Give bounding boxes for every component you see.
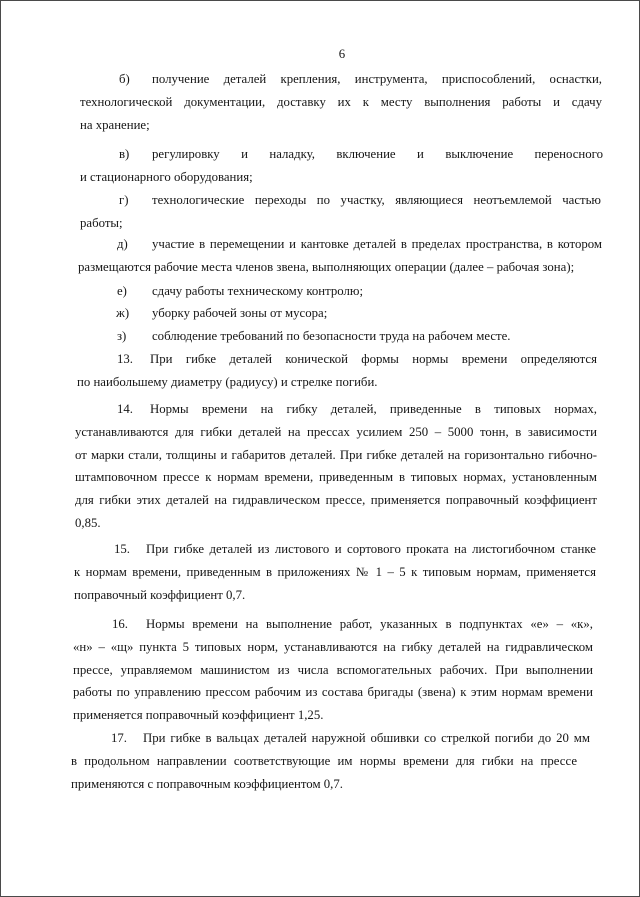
first-line: [80, 143, 603, 166]
text-line: на хранение;: [80, 117, 150, 132]
subitem-d: [78, 233, 602, 279]
text-line: Нормы времени на выполнение работ, указанных в подпунктах «е» – «к»,: [146, 617, 593, 631]
item-marker: е): [117, 284, 127, 298]
text-line: поправочный коэффициент 0,7.: [74, 587, 246, 602]
text-line: уборку рабочей зоны от мусора;: [152, 306, 328, 320]
clause-16: [73, 613, 593, 727]
text-line: При гибке в вальцах деталей наружной обшивки со стрелкой погиби до 20 мм: [143, 731, 590, 745]
text-line: прессе, управляемом машинистом из числа вспомогательных рабочих. При выполнении: [73, 662, 593, 677]
page-number: 6: [338, 47, 346, 61]
clause-number: 17.: [111, 731, 127, 745]
text-line: 0,85.: [75, 515, 101, 530]
text-line: регулировку и наладку, включение и выключение переносного: [152, 147, 603, 161]
first-line: [80, 68, 602, 91]
subitem-b: [80, 68, 602, 136]
text-line: штамповочном прессе к нормам времени, приведенным в типовых нормах, установленным: [75, 470, 597, 485]
text-line: Нормы времени на гибку деталей, приведенные в типовых нормах,: [150, 402, 597, 416]
item-marker: ж): [116, 306, 130, 320]
text-line: от марки стали, толщины и габаритов деталей. При гибке деталей на горизонтально гибочно-: [75, 447, 597, 462]
first-line: [78, 302, 602, 325]
text-line: участие в перемещении и кантовке деталей в пределах пространства, в котором: [152, 237, 602, 251]
first-line: [78, 325, 602, 348]
text-line: соблюдение требований по безопасности труда на рабочем месте.: [152, 329, 511, 343]
item-marker: з): [117, 329, 127, 343]
subitem-g: [80, 189, 601, 235]
clause-number: 16.: [112, 617, 128, 631]
item-marker: г): [119, 193, 129, 207]
text-line: и стационарного оборудования;: [80, 169, 253, 184]
text-line: в продольном направлении соответствующие им нормы времени для гибки на прессе: [71, 753, 577, 768]
text-line: технологические переходы по участку, являющиеся неотъемлемой частью: [152, 193, 601, 207]
clause-number: 15.: [114, 542, 130, 556]
text-line: устанавливаются для гибки деталей на прессах усилием 250 – 5000 тонн, в зависимости: [75, 424, 597, 439]
first-line: [75, 398, 597, 421]
first-line: [73, 613, 593, 636]
clause-number: 13.: [117, 352, 133, 366]
subitem-zh: [78, 302, 602, 325]
first-line: [77, 348, 597, 371]
text-line: При гибке деталей из листового и сортового проката на листогибочном станке: [146, 542, 596, 556]
text-line: работы по управлению прессом рабочим из состава бригады (звена) к этим нормам времени: [73, 685, 593, 700]
subitem-e: [78, 280, 602, 303]
item-marker: в): [119, 147, 130, 161]
text-line: по наибольшему диаметру (радиусу) и стрелке погиби.: [77, 374, 378, 389]
first-line: [78, 233, 602, 256]
text-line: «н» – «щ» пункта 5 типовых норм, устанавливаются на гибку деталей на гидравлическом: [73, 639, 593, 654]
clause-13: [77, 348, 597, 394]
subitem-z: [78, 325, 602, 348]
text-line: работы;: [80, 215, 123, 230]
clause-15: [74, 538, 596, 606]
item-marker: б): [119, 72, 130, 86]
item-marker: д): [117, 237, 128, 251]
text-line: для гибки этих деталей на гидравлическом прессе, применяется поправочный коэффициент: [75, 493, 597, 508]
text-line: При гибке деталей конической формы нормы времени определяются: [150, 352, 597, 366]
first-line: [80, 189, 601, 212]
clause-14: [75, 398, 597, 535]
text-line: сдачу работы техническому контролю;: [152, 284, 364, 298]
text-line: технологической документации, доставку их к месту выполнения работы и сдачу: [80, 94, 602, 109]
text-line: к нормам времени, приведенным в приложениях № 1 – 5 к типовым нормам, применяется: [74, 564, 596, 579]
clause-number: 14.: [117, 402, 133, 416]
first-line: [74, 538, 596, 561]
first-line: [71, 727, 590, 750]
text-line: применяются с поправочным коэффициентом 0,7.: [71, 776, 343, 791]
first-line: [78, 280, 602, 303]
subitem-v: [80, 143, 603, 189]
text-line: получение деталей крепления, инструмента, приспособлений, оснастки,: [152, 72, 602, 86]
text-line: применяется поправочный коэффициент 1,25.: [73, 708, 324, 723]
clause-17: [71, 727, 590, 795]
text-line: размещаются рабочие места членов звена, выполняющих операции (далее – рабочая зона);: [78, 259, 575, 274]
